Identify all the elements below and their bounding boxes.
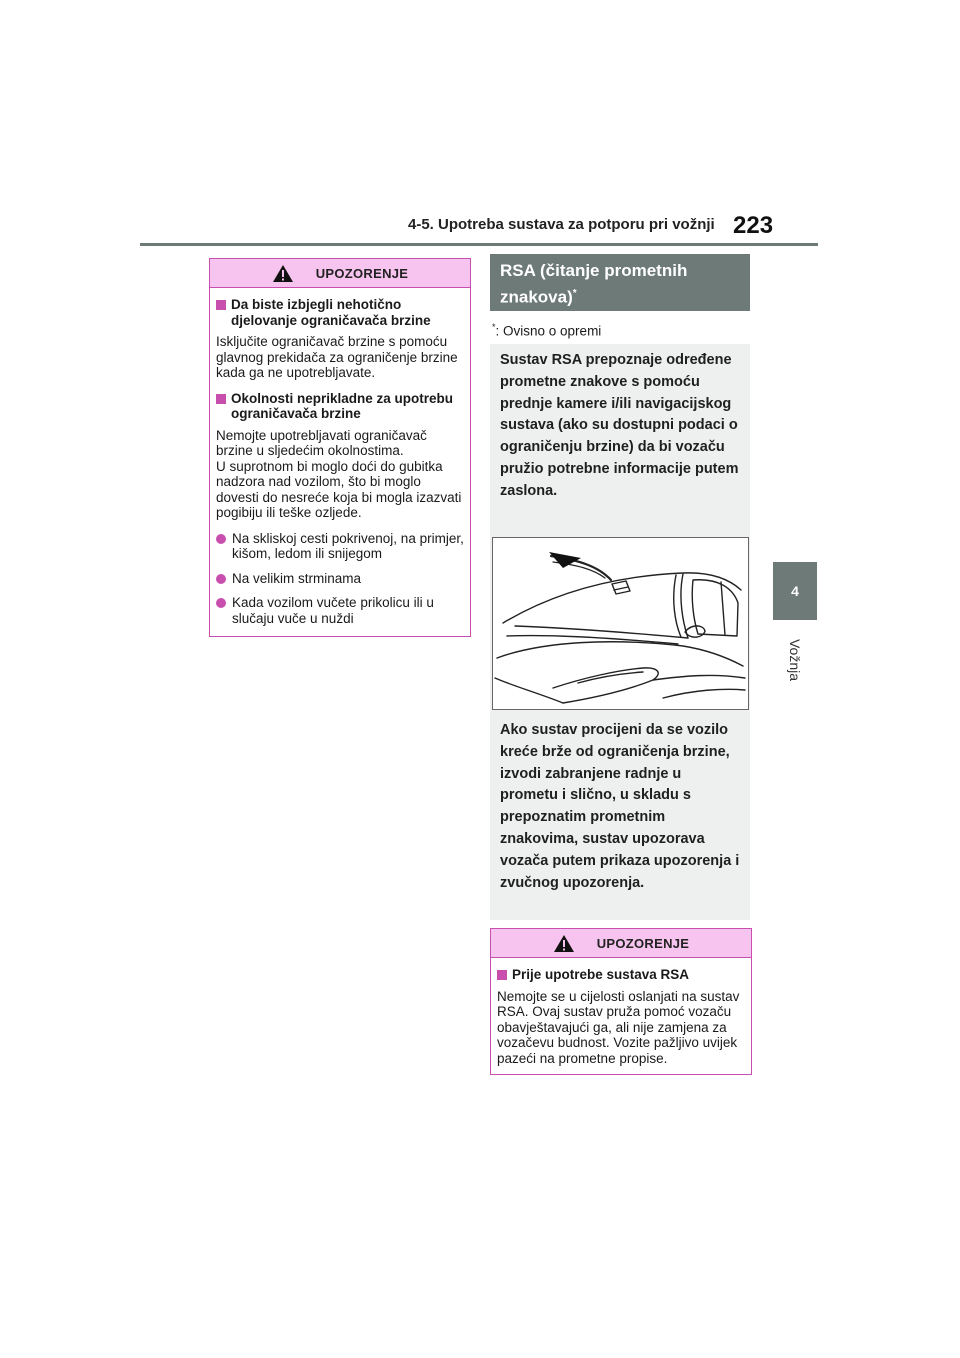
warning-heading [216,391,464,422]
square-bullet-icon [216,394,226,404]
warning-heading [497,967,745,983]
chapter-tab [773,562,817,620]
warning-title: UPOZORENJE [315,265,409,281]
section-title: 4-5. Upotreba sustava za potporu pri vožnji [408,216,715,233]
warning-triangle-icon [553,934,575,953]
chapter-number: 4 [791,583,799,599]
car-windshield-camera-icon [493,538,748,709]
rsa-section-title [490,254,750,311]
header-rule [140,243,818,246]
rsa-warning-block [490,714,750,920]
page-number: 223 [733,212,774,239]
chapter-label-container [770,630,820,690]
warning-paragraph: Nemojte se u cijelosti oslanjati na sustav RSA. Ovaj sustav pruža pomoć vozaču obavještavajući ga, ali nije zamjena za vozačevu budnost. Vozite pažljivo uvijek pazeći na prometne propise. [497,988,740,1066]
warning-paragraph: U suprotnom bi moglo doći do gubitka nadzora nad vozilom, što bi moglo dovesti do nesreće koja bi mogla izazvati pogibiju ili teške ozljede. [216,458,462,520]
title-line: RSA (čitanje prometnih [500,261,688,280]
rsa-intro-block [490,344,750,531]
circle-bullet-icon [216,598,226,608]
list-item [216,531,464,562]
rsa-intro-text: Sustav RSA prepoznaje određene prometne znakove s pomoću prednje kamere i/ili navigacijskog sustava (ako su dostupni podaci o ograničenju brzine) da bi vozaču pružio potrebne informacije putem zaslona. [500,352,739,499]
circle-bullet-icon [216,534,226,544]
warning-header [210,259,470,288]
list-item-text: Na velikim strminama [232,570,362,586]
windshield-camera-illustration [492,537,749,710]
heading-text: Da biste izbjegli nehotično djelovanje ograničavača brzine [231,297,431,328]
heading-text: Okolnosti neprikladne za upotrebu ograničavača brzine [231,390,454,421]
list-item-text: Kada vozilom vučete prikolicu ili u slučaju vuče u nuždi [232,595,434,626]
footnote-mark: * [492,322,496,332]
warning-box-speed-limiter [209,258,471,637]
chapter-label: Vožnja [786,638,803,682]
rsa-warning-text: Ako sustav procijeni da se vozilo kreće brže od ograničenja brzine, izvodi zabranjene radnje u prometu i slično, u skladu s prepoznatim prometnim znakovima, sustav upozorava vozača putem prikaza upozorenja i zvučnog upozorenja. [500,722,740,891]
footnote-text: : Ovisno o opremi [495,323,602,339]
footnote-mark: * [572,288,577,299]
warning-triangle-icon [272,264,294,283]
list-item-text: Na skliskoj cesti pokrivenoj, na primjer, kišom, ledom ili snijegom [232,530,464,561]
square-bullet-icon [216,300,226,310]
warning-box-rsa [490,928,752,1075]
footnote [492,322,601,339]
heading-text: Prije upotrebe sustava RSA [512,967,690,982]
circle-bullet-icon [216,574,226,584]
title-text: znakova) [500,287,573,307]
list-item [216,571,464,587]
square-bullet-icon [497,970,507,980]
list-item [216,595,464,626]
warning-header [491,929,751,958]
warning-body [491,958,751,1074]
warning-title: UPOZORENJE [596,935,690,951]
warning-paragraph: Nemojte upotrebljavati ograničavač brzine u sljedećim okolnostima. [216,427,427,458]
warning-body [210,288,470,636]
warning-heading [216,297,464,328]
title-line [500,282,740,309]
warning-paragraph: Isključite ograničavač brzine s pomoću glavnog prekidača za ograničenje brzine kada ga ne upotrebljavate. [216,334,458,380]
